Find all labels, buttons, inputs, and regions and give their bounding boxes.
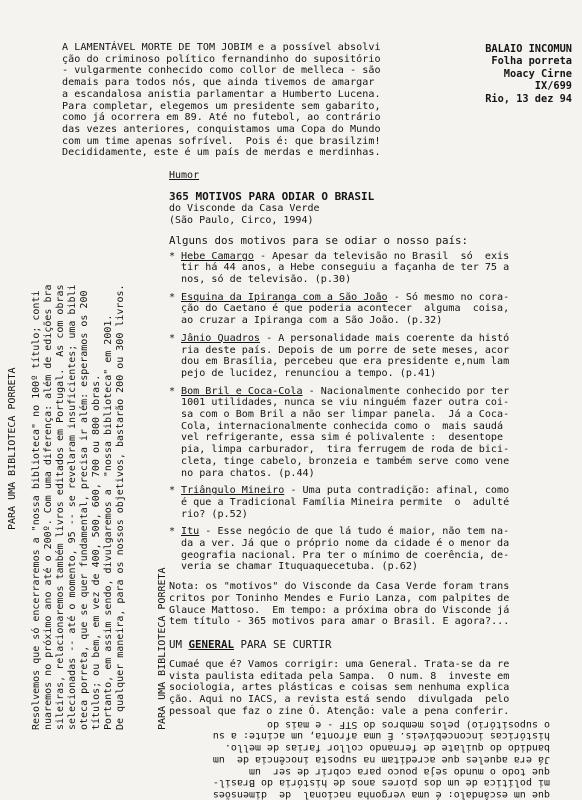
book-title: 365 MOTIVOS PARA ODIAR O BRASIL: [169, 190, 375, 203]
masthead: [458, 43, 572, 105]
item-heading: Jânio Quadros: [181, 332, 261, 344]
bullet-icon: *: [169, 526, 176, 538]
list-item: [169, 292, 579, 327]
item-heading: Esquina da Ipiranga com a São João: [181, 291, 388, 303]
list-item: [169, 386, 579, 480]
general-heading: [169, 639, 579, 651]
vertical-body: Resolvemos que só encerraremos a "nossa biblioteca" no 100º título; conti nuaremos no próximo ano até o 200º. Com uma diferença: além de edições bra sileiras, relacionaremos também livros editados em Portugal. As com obras selecionadas -- até o momento, 95 -- se revelaram insuficientes; uma bibli oteca porreta, que se quer fundamental, precisa ir além: esperamos os 200 títulos; ou bem, em vez de 400, 500, 600, 700 ou 800 obras. Portanto, em assim sendo, divulgaremos a "nossa biblioteca" em 2001. De qualquer maneira, para os nossos objetivos, bastarão 200 ou 300 livros.: [31, 284, 126, 730]
vertical-sidebar: [7, 250, 172, 730]
masthead-subtitle: Folha porreta: [491, 55, 572, 68]
book-author: do Visconde da Casa Verde: [169, 203, 320, 214]
item-text: - Esse negócio de que lá tudo é maior, não tem na- da a ver. Já que o próprio nome da cidade é o menor da geografia nacional. Pra ter o mínimo de coerência, de- veria se chamar Ituquaquecetuba. (p.62): [181, 526, 510, 573]
book-publication: (São Paulo, Circo, 1994): [169, 214, 314, 226]
section-label: Humor: [169, 170, 200, 181]
bullet-icon: *: [169, 385, 176, 397]
bullet-icon: *: [169, 291, 176, 303]
general-heading-pre: UM: [169, 637, 189, 651]
list-item: [169, 333, 579, 380]
item-heading: Itu: [181, 526, 200, 538]
general-heading-bold: GENERAL: [188, 637, 235, 651]
item-text: - Uma puta contradição: afinal, como é que a Tradicional Família Mineira permite o adulté rio? (p.52): [181, 485, 510, 520]
item-heading: Triângulo Mineiro: [181, 485, 285, 497]
vertical-title-top: PARA UMA BIBLIOTECA PORRETA: [7, 367, 18, 530]
masthead-author: Moacy Cirne: [503, 67, 572, 80]
list-item: [169, 485, 579, 520]
bullet-icon: *: [169, 332, 176, 344]
list-item: [169, 251, 579, 286]
item-text: - Só mesmo no cora- ção do Caetano é que poderia acontecer alguma coisa, ao cruzar a Ipiranga com a São João. (p.32): [181, 291, 510, 327]
note-paragraph: Nota: os "motivos" do Visconde da Casa Verde foram trans critos por Toninho Mendes e Furio Lanza, com palpites de Glauce Mattoso. Em tempo: a próxima obra do Visconde já tem título - 365 motivos para amar o Brasil. E agora?...: [169, 581, 510, 628]
item-heading: Hebe Camargo: [181, 250, 254, 262]
general-heading-post: PARA SE CURTIR: [234, 637, 332, 651]
item-heading: Bom Bril e Coca-Cola: [181, 385, 303, 397]
item-text: - A personalidade mais coerente da histó ria deste país. Depois de um porre de sete meses, acor dou em Brasília, percebeu que era presidente e,num lam pejo de lucidez, renunciou a tempo. (p.41): [181, 332, 510, 379]
motives-list: [169, 251, 579, 574]
list-intro: Alguns dos motivos para se odiar o nosso país:: [169, 233, 469, 247]
masthead-issue: IX/699: [534, 80, 572, 93]
intro-paragraph: A LAMENTÁVEL MORTE DE TOM JOBIM e a possível absolvi ção do criminoso político fernandinho do supositório - vulgarmente conhecido como collor de melleca - são demais para todos nós, que ainda tivemos de amargar a escandalosa anistia parlamentar a Humberto Lucena. Para completar, elegemos um presidente sem gabarito, como já ocorrera em 89. Até no futebol, ao contrário das vezes anteriores, conquistamos uma Copa do Mundo com um time apenas sofrível. Pois é: que brasilzim! Decididamente, este é um país de merdas e merdinhas.: [62, 42, 381, 159]
item-text: - Apesar da televisão no Brasil só exis tir há 44 anos, a Hebe conseguiu a façanha de ter 75 a nos, só de televisão. (p.30): [181, 250, 510, 285]
general-paragraph: Cumaé que é? Vamos corrigir: uma General. Trata-se da re vista paulista editada pela Sampa. O num. 8 investe em sociologia, artes plásticas e coisas sem nenhuma explica ção. Aqui no IACS, a revista está sendo divulgada pelo pessoal que faz o zine Ó. Atenção: vale a pena conferir.: [169, 658, 510, 717]
item-text: - Nacionalmente conhecido por ter 1001 utilidades, nunca se viu ninguém fazer outra coi- sa com o Bom Bril a não ser limpar panela. Já a Coca- Cola, internacionalmente conhecida como o mais saudá vel refrigerante, essa sim é polivalente : desentope pia, limpa carburador, tira ferrugem de roda de bici- cleta, tinge cabelo, bronzeia e também serve como vene no para chatos. (p.44): [181, 385, 510, 479]
masthead-date: Rio, 13 dez 94: [485, 92, 572, 105]
masthead-name: BALAIO INCOMUN: [485, 43, 572, 55]
bullet-icon: *: [169, 250, 176, 262]
upside-down-paragraph: que um escândalo: é uma vergonha nacional de dimensões mi política de um dos piores anos de história do Brasil- que todo o mundo seja pouco para cobrir de ser um Já era aqueles que acreditam na suposta inocência de um bandido do quilate de fernando collor farias de mello. históricas inconcebíveis. É uma afronta, um acinte: a su o supositório) pelos membros do STF - e mais do: [212, 718, 550, 800]
vertical-text-block: [7, 250, 172, 730]
vertical-title-bottom: PARA UMA BIBLIOTECA PORRETA: [157, 567, 168, 730]
main-column: [169, 170, 579, 718]
list-item: [169, 526, 579, 573]
bullet-icon: *: [169, 485, 176, 497]
